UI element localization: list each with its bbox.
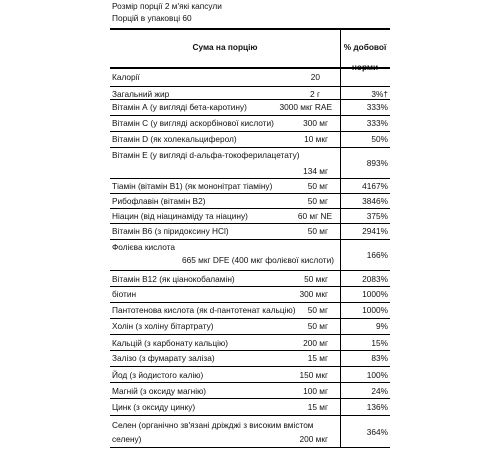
row-divider <box>110 334 390 335</box>
nutrient-name: Селен (органічно зв'язані дріжджі з високим вмістом <box>112 420 314 430</box>
row-divider <box>110 99 390 100</box>
nutrient-name: Вітамін D (як холекальциферол) <box>112 134 237 144</box>
nutrient-name: Калорії <box>112 72 140 82</box>
nutrient-row <box>110 150 390 178</box>
nutrient-daily-value: 50% <box>371 134 388 144</box>
nutrient-name: Йод (з йодистого калію) <box>112 370 204 380</box>
nutrient-name: Холін (з холіну бітартрату) <box>112 321 214 331</box>
row-divider <box>110 286 390 287</box>
nutrient-amount: 50 мг <box>307 305 328 315</box>
row-divider <box>110 366 390 367</box>
nutrient-name: Загальний жир <box>112 89 170 99</box>
nutrient-amount: 300 мг <box>303 118 328 128</box>
nutrient-daily-value: 893% <box>366 158 388 168</box>
row-divider <box>110 193 390 194</box>
nutrient-row <box>110 420 390 448</box>
row-divider <box>110 415 390 416</box>
header-top-rule <box>110 28 390 30</box>
header-bottom-rule <box>110 67 390 69</box>
nutrient-daily-value: 15% <box>371 338 388 348</box>
nutrient-amount: 50 мг <box>307 226 328 236</box>
nutrient-amount: 10 мкг <box>304 134 328 144</box>
nutrient-daily-value: 136% <box>366 402 388 412</box>
nutrient-amount: 200 мг <box>303 338 328 348</box>
nutrient-name: Магній (з оксиду магнію) <box>112 386 207 396</box>
row-divider <box>110 208 390 209</box>
nutrient-daily-value: 375% <box>366 211 388 221</box>
row-divider <box>110 86 390 87</box>
nutrient-row <box>110 242 390 270</box>
nutrient-name: Пантотенова кислота (як d-пантотенат кальцію) <box>112 305 296 315</box>
nutrient-row <box>110 71 390 85</box>
row-divider <box>110 223 390 224</box>
nutrient-amount: 50 мг <box>307 196 328 206</box>
nutrient-amount: 150 мкг <box>299 370 328 380</box>
row-divider <box>110 131 390 132</box>
nutrient-amount: 665 мкг DFE (400 мкг фолієвої кислоти) <box>182 255 334 265</box>
nutrient-name: Цинк (з оксиду цинку) <box>112 402 196 412</box>
row-divider <box>110 115 390 116</box>
nutrient-amount: 100 мг <box>303 386 328 396</box>
nutrient-daily-value: 166% <box>366 250 388 260</box>
row-divider <box>110 178 390 179</box>
nutrient-amount: 50 мг <box>307 321 328 331</box>
nutrient-amount: 60 мг NE <box>297 211 332 221</box>
nutrient-daily-value: 3%† <box>371 89 388 99</box>
nutrient-daily-value: 83% <box>371 353 388 363</box>
nutrient-amount: 50 мкг <box>304 274 328 284</box>
row-divider <box>110 447 390 448</box>
nutrient-name: біотин <box>112 289 137 299</box>
nutrient-name: Вітамін С (у вигляді аскорбінової кислоти) <box>112 118 274 128</box>
nutrient-name-continued: селену) <box>112 434 142 444</box>
daily-value-heading-line2: норми <box>351 62 379 72</box>
nutrient-name: Вітамін B12 (як ціанокобаламін) <box>112 274 235 284</box>
nutrient-amount: 200 мкг <box>299 434 328 444</box>
nutrient-name: Залізо (з фумарату заліза) <box>112 353 215 363</box>
row-divider <box>110 350 390 351</box>
supplement-facts-panel <box>110 0 390 450</box>
nutrient-name: Ніацин (від ніацинаміду та ніацину) <box>112 211 248 221</box>
nutrient-amount: 3000 мкг RAE <box>279 102 332 112</box>
row-divider <box>110 302 390 303</box>
column-divider <box>340 28 341 447</box>
row-divider <box>110 382 390 383</box>
nutrient-daily-value: 333% <box>366 102 388 112</box>
nutrient-daily-value: 100% <box>366 370 388 380</box>
nutrient-name: Тіамін (вітамін B1) (як мононітрат тіаміну) <box>112 181 273 191</box>
nutrient-name: Вітамін А (у вигляді бета-каротину) <box>112 102 247 112</box>
nutrient-amount: 20 <box>310 72 320 82</box>
serving-size: Розмір порції 2 м'які капсули <box>112 1 222 11</box>
nutrient-daily-value: 4167% <box>362 181 388 191</box>
nutrient-daily-value: 2941% <box>362 226 388 236</box>
nutrient-daily-value: 364% <box>366 427 388 437</box>
nutrient-daily-value: 2083% <box>362 274 388 284</box>
nutrient-amount: 2 г <box>310 89 320 99</box>
nutrient-daily-value: 9% <box>376 321 388 331</box>
nutrient-name: Кальцій (з карбонату кальцію) <box>112 338 228 348</box>
nutrient-name: Рибофлавін (вітамін B2) <box>112 196 206 206</box>
nutrient-amount: 15 мг <box>307 353 328 363</box>
amount-per-serving-heading: Сума на порцію <box>192 42 258 52</box>
row-divider <box>110 398 390 399</box>
nutrient-daily-value: 1000% <box>362 305 388 315</box>
nutrient-daily-value: 3846% <box>362 196 388 206</box>
servings-per-pack: Порцій в упаковці 60 <box>112 13 192 23</box>
nutrient-daily-value: 1000% <box>362 289 388 299</box>
row-divider <box>110 147 390 148</box>
row-divider <box>110 239 390 240</box>
row-divider <box>110 270 390 271</box>
nutrient-daily-value: 24% <box>371 386 388 396</box>
daily-value-heading-line1: % добової <box>343 42 387 52</box>
nutrient-amount: 134 мг <box>303 166 328 176</box>
nutrient-amount: 300 мкг <box>299 289 328 299</box>
nutrient-name: Вітамін B6 (з піридоксину HCl) <box>112 226 229 236</box>
nutrient-daily-value: 333% <box>366 118 388 128</box>
nutrient-name: Фолієва кислота <box>112 242 175 252</box>
nutrient-amount: 15 мг <box>307 402 328 412</box>
row-divider <box>110 318 390 319</box>
nutrient-amount: 50 мг <box>307 181 328 191</box>
nutrient-name: Вітамін Е (у вигляді d-альфа-токоферилацетату) <box>112 150 300 160</box>
